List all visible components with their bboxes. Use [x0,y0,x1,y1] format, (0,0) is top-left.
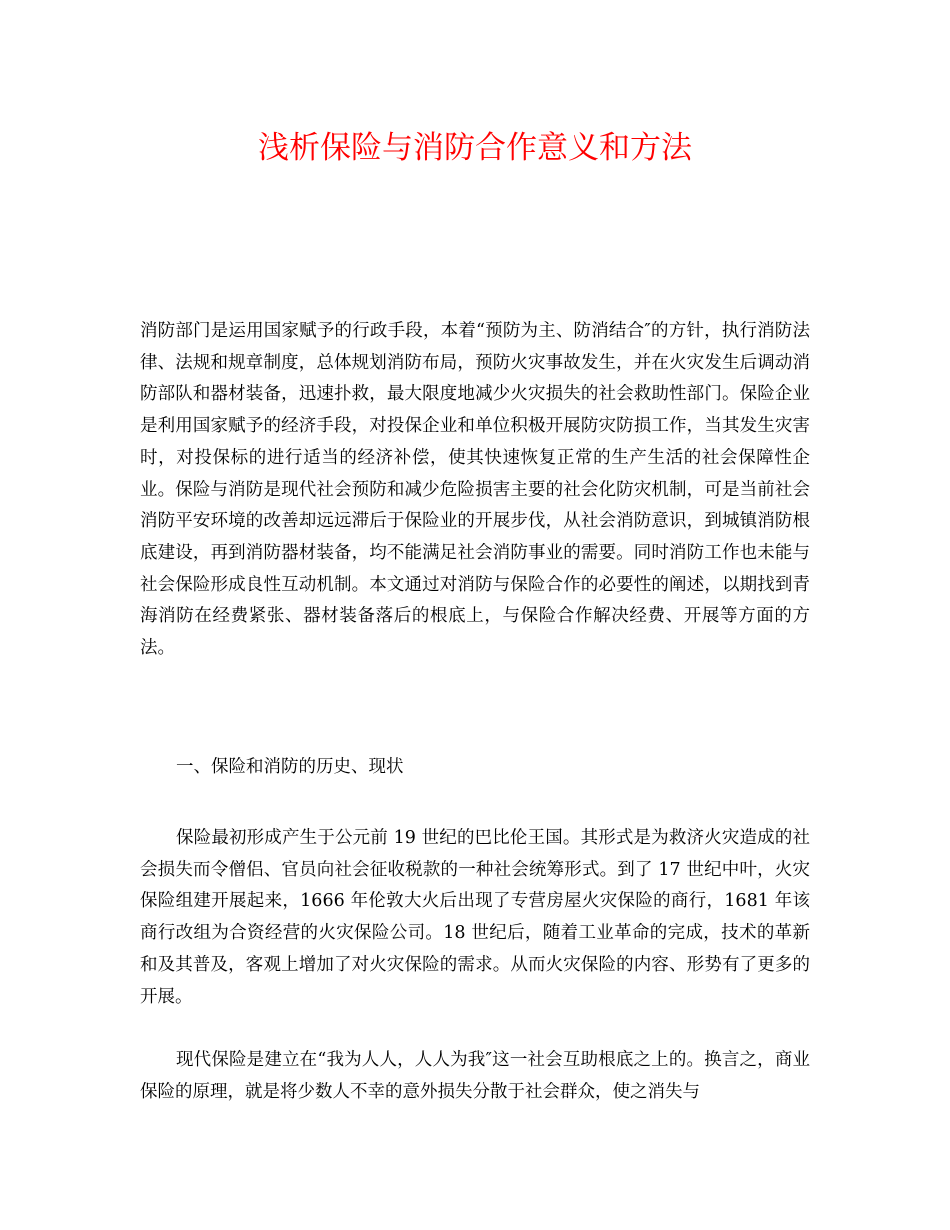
intro-paragraph: 消防部门是运用国家赋予的行政手段，本着“预防为主、防消结合″的方针，执行消防法律、法规和规章制度，总体规划消防布局，预防火灾事故发生，并在火灾发生后调动消防部队和器材装备，迅速扑救，最大限度地减少火灾损失的社会救助性部门。保险企业是利用国家赋予的经济手段，对投保企业和单位积极开展防灾防损工作，当其发生灾害时，对投保标的进行适当的经济补偿，使其快速恢复正常的生产生活的社会保障性企业。保险与消防是现代社会预防和减少危险损害主要的社会化防灾机制，可是当前社会消防平安环境的改善却远远滞后于保险业的开展步伐，从社会消防意识，到城镇消防根底建设，再到消防器材装备，均不能满足社会消防事业的需要。同时消防工作也未能与社会保险形成良性互动机制。本文通过对消防与保险合作的必要性的阐述，以期找到青海消防在经费紧张、器材装备落后的根底上，与保险合作解决经费、开展等方面的方法。 [140,321,810,659]
document-title: 浅析保险与消防合作意义和方法 [258,130,692,166]
modern-insurance-paragraph: 现代保险是建立在“我为人人，人人为我″这一社会互助根底之上的。换言之，商业保险的原理，就是将少数人不幸的意外损失分散于社会群众，使之消失与 [140,1050,810,1102]
history-paragraph: 保险最初形成产生于公元前 19 世纪的巴比伦王国。其形式是为救济火灾造成的社会损失而令僧侣、官员向社会征收税款的一种社会统筹形式。到了 17 世纪中叶，火灾保险组建开展起来，1666 年伦敦大火后出现了专营房屋火灾保险的商行，1681 年该商行改组为合资经营的火灾保险公司。18 世纪后，随着工业革命的完成，技术的革新和及其普及，客观上增加了对火灾保险的需求。从而火灾保险的内容、形势有了更多的开展。 [140,828,810,1007]
section-heading: 一、保险和消防的历史、现状 [176,757,404,777]
